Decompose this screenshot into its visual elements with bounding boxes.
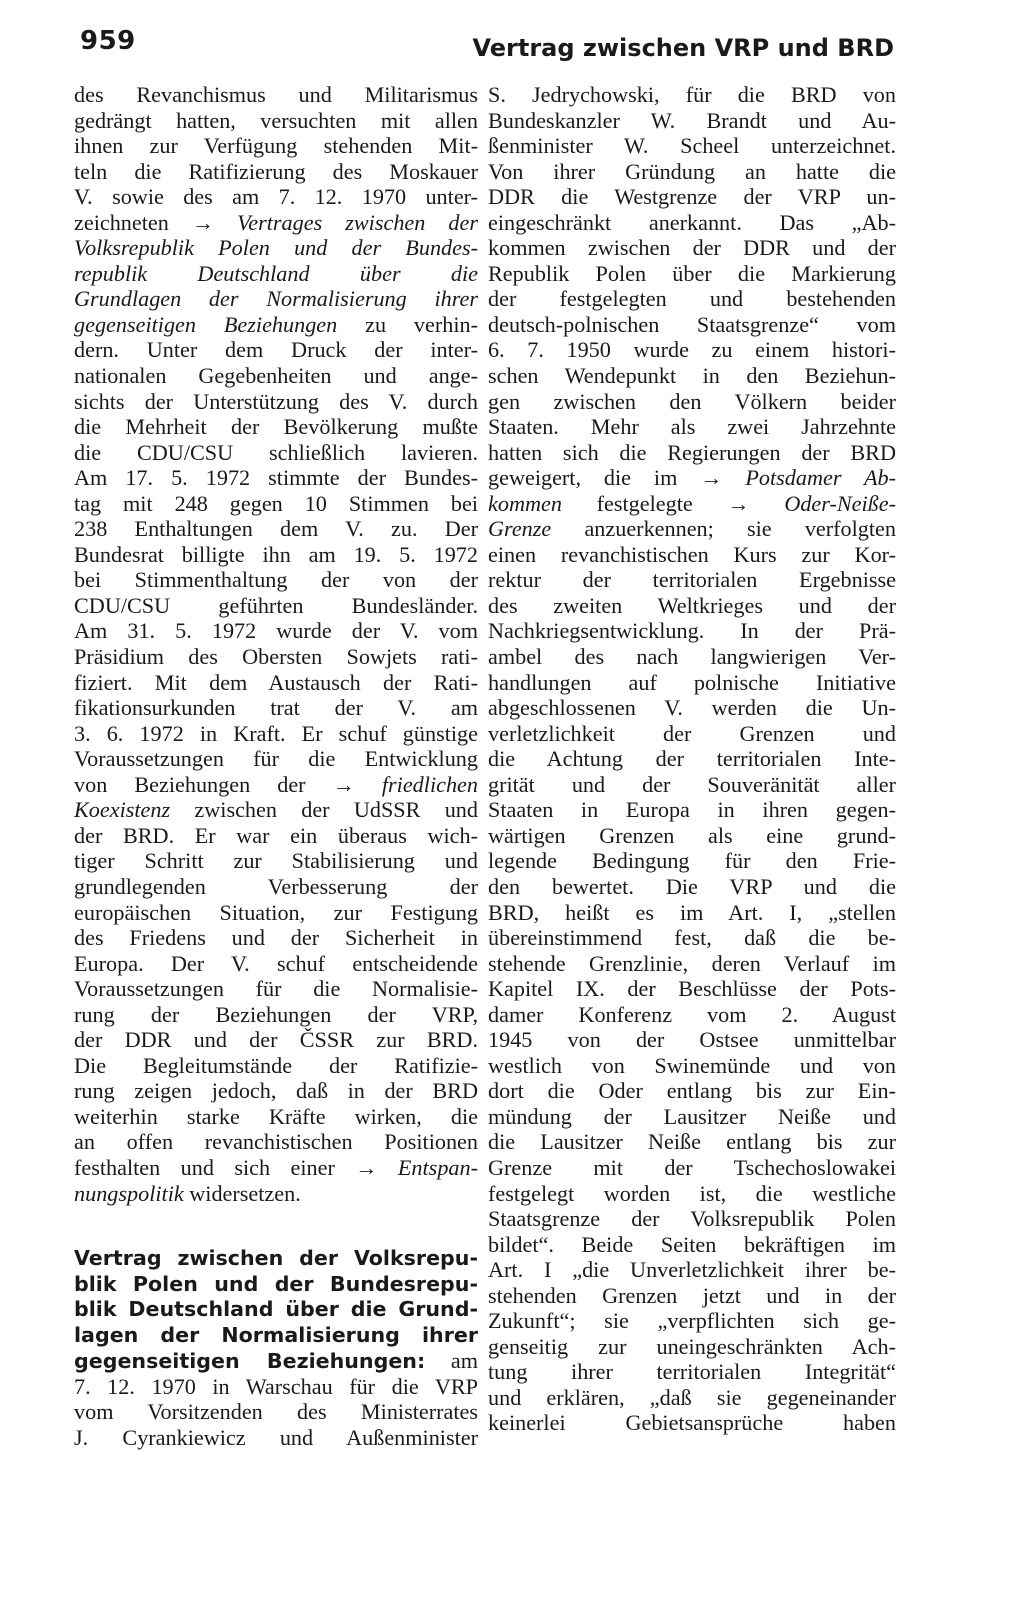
text-line: des Friedens und der Sicherheit in (74, 925, 478, 951)
text-line: CDU/CSU geführten Bundesländer. (74, 592, 478, 618)
text-line: deutsch-polnischen Staatsgrenze“ vom (488, 311, 896, 337)
text-segment: am (425, 1348, 478, 1374)
text-line: genseitig zur uneingeschränkten Ach- (488, 1333, 896, 1359)
text-segment: festhalten und sich einer → (74, 1154, 378, 1180)
text-line: S. Jedrychowski, für die BRD von (488, 82, 896, 107)
text-line: grität und der Souveränität aller (488, 771, 896, 797)
text-line: DDR die Westgrenze der VRP un- (488, 184, 896, 210)
text-line: dern. Unter dem Druck der inter- (74, 337, 478, 363)
text-line: verletzlichkeit der Grenzen und (488, 720, 896, 746)
entry-spacer (74, 1206, 478, 1246)
text-line: 7. 12. 1970 in Warschau für die VRP (74, 1373, 478, 1399)
entry-heading-line: lagen der Normalisierung ihrer (74, 1322, 478, 1347)
cross-reference: Grundlagen der Normalisierung ihrer (74, 286, 478, 312)
entry-heading-text: gegenseitigen Beziehungen: (74, 1349, 426, 1374)
cross-reference: friedlichen (381, 771, 478, 797)
text-line: Voraussetzungen für die Normalisie- (74, 976, 478, 1002)
text-line: Die Begleitumstände der Ratifizie- (74, 1052, 478, 1078)
text-line (74, 286, 478, 312)
text-line: Präsidium des Obersten Sowjets rati- (74, 644, 478, 670)
text-line: bei Stimmenthaltung der von der (74, 567, 478, 593)
text-line: der BRD. Er war ein überaus wich- (74, 822, 478, 848)
text-line: gedrängt hatten, versuchten mit allen (74, 107, 478, 133)
text-line: damer Konferenz vom 2. August (488, 1001, 896, 1027)
entry-heading-line: blik Deutschland über die Grund- (74, 1297, 478, 1322)
text-line (488, 465, 896, 491)
text-line: die Mehrheit der Bevölkerung mußte (74, 414, 478, 440)
text-line (488, 491, 896, 517)
text-line: V. sowie des am 7. 12. 1970 unter- (74, 184, 478, 210)
text-line: ßenminister W. Scheel unterzeichnet. (488, 133, 896, 159)
text-line: ambel des nach langwierigen Ver- (488, 644, 896, 670)
text-line (74, 210, 478, 236)
running-head: Vertrag zwischen VRP und BRD (472, 34, 894, 62)
text-segment: zu verhin- (337, 311, 478, 337)
text-line (74, 797, 478, 823)
text-line: sichts der Unterstützung des V. durch (74, 388, 478, 414)
cross-reference: Oder-Neiße- (784, 490, 896, 516)
text-line (74, 312, 478, 338)
text-line: tiger Schritt zur Stabilisierung und (74, 848, 478, 874)
text-line: Art. I „die Unverletzlichkeit ihrer be- (488, 1257, 896, 1283)
text-line: Bundeskanzler W. Brandt und Au- (488, 107, 896, 133)
text-line: übereinstimmend fest, daß die be- (488, 925, 896, 951)
text-line: stehende Grenzlinie, deren Verlauf im (488, 950, 896, 976)
page-number: 959 (80, 26, 136, 56)
text-line (74, 1155, 478, 1181)
cross-reference: Vertrages zwischen der (237, 209, 478, 235)
text-segment: zeichneten → (74, 209, 215, 235)
text-line: an offen revanchistischen Positionen (74, 1129, 478, 1155)
text-line: Am 31. 5. 1972 wurde der V. vom (74, 618, 478, 644)
text-line: ihnen zur Verfügung stehenden Mit- (74, 133, 478, 159)
text-line: hatten sich die Regierungen der BRD (488, 439, 896, 465)
text-line: abgeschlossenen V. werden die Un- (488, 695, 896, 721)
text-line: Voraussetzungen für die Entwicklung (74, 746, 478, 772)
text-line: dort die Oder entlang bis zur Ein- (488, 1078, 896, 1104)
text-line: die Achtung der territorialen Inte- (488, 746, 896, 772)
text-line: gen zwischen den Völkern beider (488, 388, 896, 414)
text-line: 3. 6. 1972 in Kraft. Er schuf günstige (74, 720, 478, 746)
text-line: Bundesrat billigte ihn am 19. 5. 1972 (74, 541, 478, 567)
entry-heading-line (74, 1348, 478, 1374)
text-line: schen Wendepunkt in den Beziehun- (488, 363, 896, 389)
text-line: keinerlei Gebietsansprüche haben (488, 1410, 896, 1436)
cross-reference: Entspan- (397, 1154, 478, 1180)
text-line (488, 516, 896, 542)
text-line: Staaten. Mehr als zwei Jahrzehnte (488, 414, 896, 440)
text-line: legende Bedingung für den Frie- (488, 848, 896, 874)
text-line: einen revanchistischen Kurs zur Kor- (488, 541, 896, 567)
text-line: des Revanchismus und Militarismus (74, 82, 478, 107)
cross-reference: gegenseitigen Beziehungen (74, 311, 338, 337)
cross-reference: Volksrepublik Polen und der Bundes- (74, 235, 478, 261)
text-line: die Lausitzer Neiße entlang bis zur (488, 1129, 896, 1155)
dictionary-entry (74, 1246, 478, 1450)
text-line: rung zeigen jedoch, daß in der BRD (74, 1078, 478, 1104)
text-segment: zwischen der UdSSR und (170, 797, 478, 823)
text-line: Zukunft“; sie „verpflichten sich ge- (488, 1308, 896, 1334)
text-line: westlich von Swinemünde und von (488, 1052, 896, 1078)
text-line: mündung der Lausitzer Neiße und (488, 1103, 896, 1129)
text-line (74, 261, 478, 287)
text-segment: geweigert, die im → (488, 465, 723, 491)
text-line: der DDR und der ČSSR zur BRD. (74, 1027, 478, 1053)
cross-reference: Koexistenz (74, 797, 171, 823)
text-line: bildet“. Beide Seiten bekräftigen im (488, 1231, 896, 1257)
text-line: rung der Beziehungen der VRP, (74, 1001, 478, 1027)
text-line: 1945 von der Ostsee unmittelbar (488, 1027, 896, 1053)
text-line: BRD, heißt es im Art. I, „stellen (488, 899, 896, 925)
text-line: vom Vorsitzenden des Ministerrates (74, 1399, 478, 1425)
text-line (74, 235, 478, 261)
right-column (488, 82, 896, 1436)
text-line: europäischen Situation, zur Festigung (74, 899, 478, 925)
text-line: weiterhin starke Kräfte wirken, die (74, 1103, 478, 1129)
text-line: tung ihrer territorialen Integrität“ (488, 1359, 896, 1385)
text-line: Grenze mit der Tschechoslowakei (488, 1154, 896, 1180)
text-line: Europa. Der V. schuf entscheidende (74, 950, 478, 976)
cross-reference: nungspolitik (74, 1180, 184, 1206)
text-line: wärtigen Grenzen als eine grund- (488, 822, 896, 848)
text-line: eingeschränkt anerkannt. Das „Ab- (488, 209, 896, 235)
text-line: fiziert. Mit dem Austausch der Rati- (74, 669, 478, 695)
text-line (74, 772, 478, 798)
text-line: 238 Enthaltungen dem V. zu. Der (74, 516, 478, 542)
text-segment: widersetzen. (189, 1180, 301, 1206)
entry-heading-line: Vertrag zwischen der Volksrepu- (74, 1246, 478, 1271)
text-line: des zweiten Weltkrieges und der (488, 592, 896, 618)
text-line (74, 1181, 478, 1207)
text-line: festgelegt worden ist, die westliche (488, 1180, 896, 1206)
cross-reference: republik Deutschland über die (74, 260, 478, 286)
text-line: teln die Ratifizierung des Moskauer (74, 158, 478, 184)
text-line: Von ihrer Gründung an hatte die (488, 158, 896, 184)
text-line: rektur der territorialen Ergebnisse (488, 567, 896, 593)
text-line: Republik Polen über die Markierung (488, 260, 896, 286)
text-line: nationalen Gegebenheiten und ange- (74, 363, 478, 389)
cross-reference: kommen (488, 490, 562, 516)
text-line: kommen zwischen der DDR und der (488, 235, 896, 261)
text-line: Staatsgrenze der Volksrepublik Polen (488, 1206, 896, 1232)
cross-reference: Grenze (488, 516, 552, 542)
text-line: fikationsurkunden trat der V. am (74, 695, 478, 721)
text-segment: anzuerkennen; sie verfolgten (551, 516, 896, 542)
text-line: der festgelegten und bestehenden (488, 286, 896, 312)
text-line: Nachkriegsentwicklung. In der Prä- (488, 618, 896, 644)
text-line: J. Cyrankiewicz und Außenminister (74, 1424, 478, 1450)
text-line: 6. 7. 1950 wurde zu einem histori- (488, 337, 896, 363)
text-segment: von Beziehungen der → (74, 771, 355, 797)
text-line: den bewertet. Die VRP und die (488, 873, 896, 899)
text-line: Staaten in Europa in ihren gegen- (488, 797, 896, 823)
text-line: Kapitel IX. der Beschlüsse der Pots- (488, 976, 896, 1002)
text-line: Am 17. 5. 1972 stimmte der Bundes- (74, 465, 478, 491)
text-line: grundlegenden Verbesserung der (74, 873, 478, 899)
text-line: die CDU/CSU schließlich lavieren. (74, 439, 478, 465)
text-line: und erklären, „daß sie gegeneinander (488, 1384, 896, 1410)
left-column (74, 82, 478, 1450)
text-line: handlungen auf polnische Initiative (488, 669, 896, 695)
text-line: stehenden Grenzen jetzt und in der (488, 1282, 896, 1308)
cross-reference: Potsdamer Ab- (745, 465, 896, 491)
text-line: tag mit 248 gegen 10 Stimmen bei (74, 490, 478, 516)
entry-heading-line: blik Polen und der Bundesrepu- (74, 1271, 478, 1296)
text-segment: festgelegte → (561, 490, 750, 516)
